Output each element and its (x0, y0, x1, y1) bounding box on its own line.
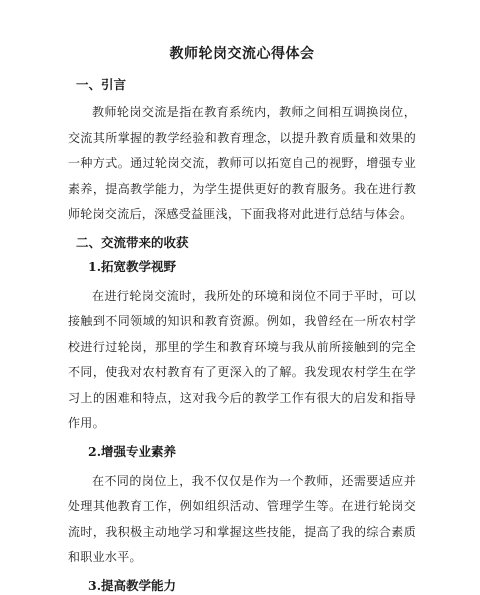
section-heading-introduction: 一、引言 (76, 77, 127, 92)
document-title: 教师轮岗交流心得体会 (169, 46, 315, 62)
subsection-heading-professional-quality: 2.增强专业素养 (88, 443, 177, 459)
introduction-paragraph: 教师轮岗交流是指在教育系统内，教师之间相互调换岗位，交流其所掌握的教学经验和教育理念，以提升教育质量和效果的一种方式。通过轮岗交流，教师可以拓宽自己的视野，增强专业素养，提高教学能力，为学生提供更好的教育服务。我在进行教师轮岗交流后，深感受益匪浅，下面我将对此进行总结与体会。 (68, 105, 416, 221)
professional-quality-paragraph: 在不同的岗位上，我不仅仅是作为一个教师，还需要适应并处理其他教育工作，例如组织活动、管理学生等。在进行轮岗交流时，我积极主动地学习和掌握这些技能，提高了我的综合素质和职业水平。 (68, 473, 416, 564)
subsection-heading-broaden-vision: 1.拓宽教学视野 (88, 258, 177, 274)
subsection-heading-teaching-ability: 3.提高教学能力 (88, 577, 177, 593)
section-heading-benefits: 二、交流带来的收获 (76, 234, 189, 250)
broaden-vision-paragraph: 在进行轮岗交流时，我所处的环境和岗位不同于平时，可以接触到不同领域的知识和教育资源。例如，我曾经在一所农村学校进行过轮岗，那里的学生和教育环境与我从前所接触到的完全不同，使我对农村教育有了更深入的了解。我发现农村学生在学习上的困难和特点，这对我今后的教学工作有很大的启发和指导作用。 (68, 288, 416, 430)
